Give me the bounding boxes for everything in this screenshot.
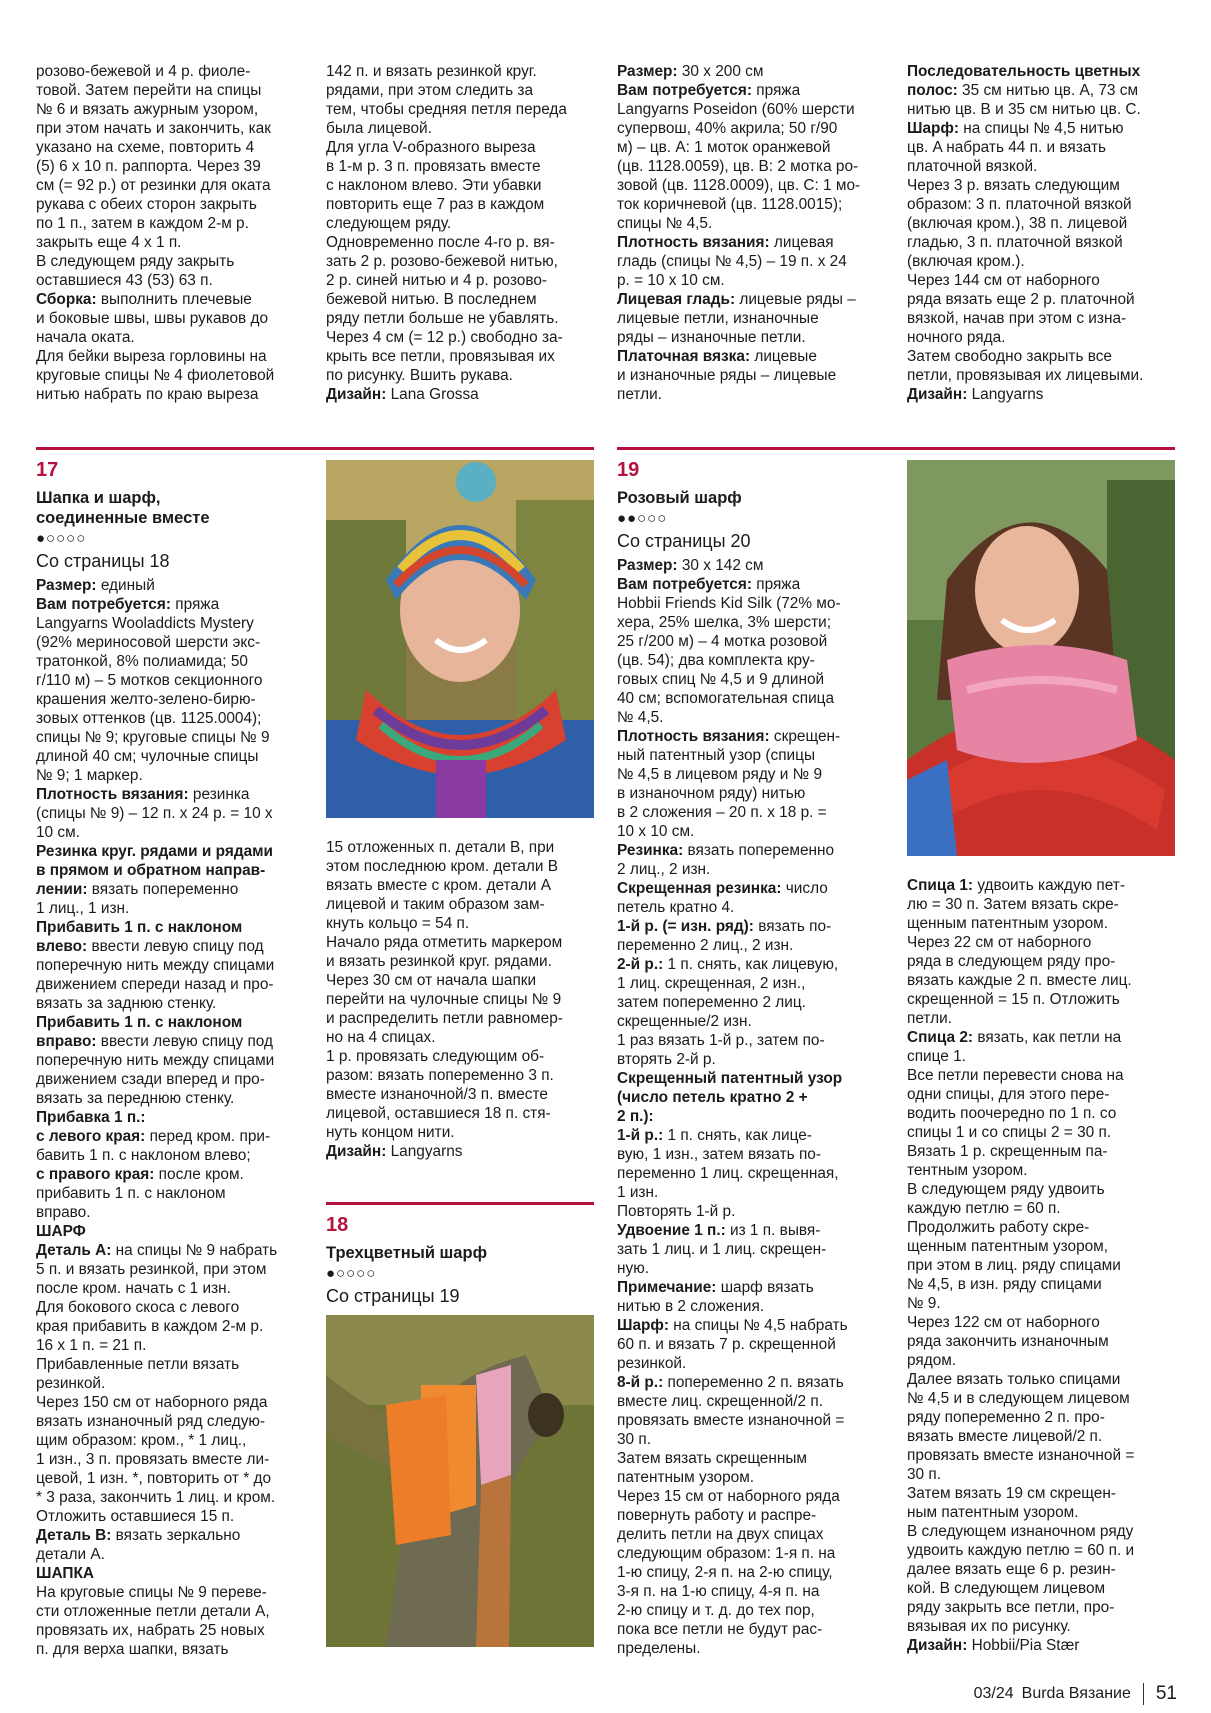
- paragraph: [36, 1526, 304, 1564]
- paragraph-text: вязать по- переменно 2 лиц., 2 изн.: [617, 918, 832, 954]
- top-column-3: [617, 62, 885, 404]
- paragraph-text: 30 х 200 см: [677, 63, 764, 80]
- paragraph: [617, 917, 885, 955]
- paragraph: [36, 1013, 304, 1108]
- top-column-1: [36, 62, 304, 404]
- paragraph: [36, 1165, 304, 1222]
- section-18-header-column: [326, 1205, 594, 1311]
- paragraph-text: вязать, как петли на спице 1. Все петли перевести снова на одни спицы, для этого пере- водить поочередно по 1 п. со спицы 1 и со спицы 2 = 30 п. Вязать 1 р. скрещенным па- тентным узором. В следующем ряду удвоить каждую петлю = 60 п. Продолжить работу скре- щенным патентным узором, при этом в лиц. ряду спицами № 4,5, в изн. ряду спицами № 9. Через 122 см от наборного ряда закончить изнаночным рядом. Далее вязать только спицами № 4,5 и в следующем лицевом ряду попеременно 2 п. про- вязать вместе лицевой/2 п. провязать вместе изнаночной = 30 п. Затем вязать 19 см скрещен- ным патентным узором. В следующем изнаночном ряду удвоить каждую петлю = 60 п. и далее вязать еще 6 р. резин- кой. В следующем лицевом ряду закрыть все петли, про- вязывая их по рисунку.: [907, 1029, 1135, 1635]
- paragraph: [326, 62, 594, 385]
- paragraph-text: на спицы № 9 набрать 5 п. и вязать резинкой, при этом после кром. начать с 1 изн. Для бокового скоса с левого края прибавить в каждом 2-м р. 16 х 1 п. = 21 п. Прибавленные петли вязать резинкой. Через 150 см от наборного ряда вязать изнаночный ряд следую- щим образом: кром., * 1 лиц., 1 изн., 3 п. провязать вместе ли- цевой, 1 изн. *, повторить от * до * 3 раза, закончить 1 лиц. и кром. Отложить оставшиеся 15 п.: [36, 1242, 278, 1525]
- paragraph-heading: Деталь B:: [36, 1527, 112, 1544]
- section-number: 17: [36, 459, 59, 481]
- paragraph-text: после кром. прибавить 1 п. с наклоном вправо.: [36, 1166, 244, 1221]
- paragraph: [36, 290, 304, 404]
- top-column-4: [907, 62, 1175, 404]
- paragraph-text: 1 п. снять, как лицевую, 1 лиц. скрещенная, 2 изн., затем попеременно 2 лиц. скрещенные/2 изн. 1 раз вязать 1-й р., затем по- вторять 2-й р.: [617, 956, 839, 1068]
- section-19-header: [617, 458, 885, 553]
- paragraph-text: из 1 п. вывя- зать 1 лиц. и 1 лиц. скрещен- ную.: [617, 1222, 827, 1277]
- page-footer: [974, 1683, 1177, 1705]
- paragraph: [36, 1222, 304, 1241]
- paragraph-text: число петель кратно 4.: [617, 880, 828, 916]
- paragraph-heading: с правого края:: [36, 1166, 155, 1183]
- paragraph: [907, 119, 1175, 385]
- paragraph-text: резинка (спицы № 9) – 12 п. х 24 р. = 10 х 10 см.: [36, 786, 273, 841]
- paragraph: [617, 955, 885, 1069]
- paragraph-heading: Плотность вязания:: [36, 786, 189, 803]
- difficulty-dots: ●●○○○: [617, 510, 668, 527]
- paragraph-heading: Плотность вязания:: [617, 234, 770, 251]
- paragraph: [36, 62, 304, 290]
- paragraph: [617, 1126, 885, 1221]
- magazine-name: Burda Вязание: [1021, 1685, 1131, 1702]
- section-title: Шапка и шарф, соединенные вместе: [36, 489, 210, 527]
- paragraph: [326, 838, 594, 1142]
- paragraph-heading: Шарф:: [617, 1317, 670, 1334]
- paragraph-text: попеременно 2 п. вязать вместе лиц. скрещенной/2 п. провязать вместе изнаночной = 30 п. Затем вязать скрещенным патентным узором. Через 15 см от наборного ряда повернуть работу и распре- делить петли на двух спицах следующим образом: 1-я п. на 1-ю спицу, 2-я п. на 2-ю спицу, 3-я п. на 1-ю спицу, 4-я п. на 2-ю спицу и т. д. до тех пор, пока все петли не будут рас- пределены.: [617, 1374, 845, 1657]
- paragraph-heading: Платочная вязка:: [617, 348, 751, 365]
- paragraph: [617, 1316, 885, 1373]
- paragraph-heading: Размер:: [617, 63, 678, 80]
- paragraph-heading: Вам потребуется:: [617, 82, 752, 99]
- paragraph: [907, 1636, 1175, 1655]
- paragraph: [617, 841, 885, 879]
- paragraph-text: скрещен- ный патентный узор (спицы № 4,5 в лицевом ряду и № 9 в изнаночном ряду) нитью в 2 сложения – 20 п. х 18 р. = 10 х 10 см.: [617, 728, 841, 840]
- paragraph-heading: Прибавка 1 п.:: [36, 1109, 146, 1126]
- section-18-header: [326, 1213, 594, 1308]
- from-page: Со страницы 18: [36, 551, 170, 571]
- paragraph-heading: Вам потребуется:: [617, 576, 752, 593]
- paragraph-heading: ШАРФ: [36, 1223, 86, 1240]
- paragraph: [617, 1221, 885, 1278]
- paragraph-heading: Шарф:: [907, 120, 960, 137]
- from-page: Со страницы 20: [617, 531, 751, 551]
- from-page: Со страницы 19: [326, 1286, 460, 1306]
- paragraph-heading: Удвоение 1 п.:: [617, 1222, 726, 1239]
- paragraph-heading: Резинка:: [617, 842, 684, 859]
- paragraph-heading: Дизайн:: [907, 386, 968, 403]
- paragraph-heading: Примечание:: [617, 1279, 717, 1296]
- paragraph-heading: Последовательность цветных полос:: [907, 63, 1141, 99]
- paragraph-heading: Спица 2:: [907, 1029, 974, 1046]
- paragraph-text: На круговые спицы № 9 переве- сти отложенные петли детали A, провязать их, набрать 25 новых п. для верха шапки, вязать: [36, 1584, 270, 1658]
- section-19-column-2: [907, 876, 1175, 1655]
- paragraph: [617, 1373, 885, 1658]
- paragraph: [36, 1241, 304, 1526]
- paragraph-text: 15 отложенных п. детали B, при этом последнюю кром. детали B вязать вместе с кром. детали A лицевой и таким образом зам- кнуть кольцо = 54 п. Начало ряда отметить маркером и вязать резинкой круг. рядами. Через 30 см от начала шапки перейти на чулочные спицы № 9 и распределить петли равномер- но на 4 спицах. 1 р. провязать следующим об- разом: вязать попеременно 3 п. вместе изнаночной/3 п. вместе лицевой, оставшиеся 18 п. стя- нуть концом нити.: [326, 839, 563, 1141]
- paragraph: [326, 385, 594, 404]
- paragraph-text: пряжа Langyarns Wooladdicts Mystery (92% мериносовой шерсти экс- тратонкой, 8% полиамида; 50 г/110 м) – 5 мотков секционного крашения желто-зелено-бирю- зовых оттенков (цв. 1125.0004); спицы № 9; круговые спицы № 9 длиной 40 см; чулочные спицы № 9; 1 маркер.: [36, 596, 270, 784]
- paragraph: [907, 385, 1175, 404]
- paragraph-heading: Деталь A:: [36, 1242, 112, 1259]
- paragraph: [617, 347, 885, 404]
- page-number: 51: [1155, 1683, 1177, 1704]
- paragraph-heading: Размер:: [36, 577, 97, 594]
- paragraph: [617, 62, 885, 81]
- paragraph-text: ввести левую спицу под поперечную нить между спицами движением сзади вперед и про- вязать за переднюю стенку.: [36, 1033, 275, 1107]
- paragraph-text: 142 п. и вязать резинкой круг. рядами, при этом следить за тем, чтобы средняя петля переда была лицевой. Для угла V-образного выреза в 1-м р. 3 п. провязать вместе с наклоном влево. Эти убавки повторить еще 7 раз в каждом следующем ряду. Одновременно после 4-го р. вя- зать 2 р. розово-бежевой нитью, 2 р. синей нитью и 4 р. розово- бежевой нитью. В последнем ряду петли больше не убавлять. Через 4 см (= 12 р.) свободно за- крыть все петли, провязывая их по рисунку. Вшить рукава.: [326, 63, 567, 384]
- section-17-column: [36, 450, 304, 1659]
- paragraph-heading: с левого края:: [36, 1128, 146, 1145]
- paragraph-heading: Прибавить 1 п. с наклоном влево:: [36, 919, 243, 955]
- paragraph-text: удвоить каждую пет- лю = 30 п. Затем вязать скре- щенным патентным узором. Через 22 см от наборного ряда в следующем ряду про- вязать каждые 2 п. вместе лиц. скрещенной = 15 п. Отложить петли.: [907, 877, 1132, 1027]
- paragraph-heading: Скрещенный патентный узор (число петель кратно 2 + 2 п.):: [617, 1070, 843, 1125]
- paragraph: [617, 81, 885, 233]
- section-19-body: [617, 556, 885, 1658]
- difficulty-dots: ●○○○○: [326, 1265, 377, 1282]
- section-17-header: [36, 458, 304, 573]
- paragraph-heading: 1-й р. (= изн. ряд):: [617, 918, 754, 935]
- paragraph: [36, 1108, 304, 1127]
- section-number: 19: [617, 459, 640, 481]
- paragraph-text: розово-бежевой и 4 р. фиоле- товой. Затем перейти на спицы № 6 и вязать ажурным узором, при этом начать и закончить, как указано на схеме, повторить 4 (5) 6 х 10 п. раппорта. Через 39 см (= 92 р.) от резинки для оката рукава с обеих сторон закрыть по 1 п., затем в каждом 2-м р. закрыть еще 4 х 1 п. В следующем ряду закрыть оставшиеся 43 (53) 63 п.: [36, 63, 271, 289]
- paragraph-text: пряжа Langyarns Poseidon (60% шерсти супервош, 40% акрила; 50 г/90 м) – цв. A: 1 моток оранжевой (цв. 1128.0059), цв. B: 2 мотка ро- зовой (цв. 1128.0009), цв. C: 1 мо- ток коричневой (цв. 1128.0015); спицы № 4,5.: [617, 82, 861, 232]
- footer-divider: [1143, 1683, 1144, 1705]
- paragraph: [36, 595, 304, 785]
- paragraph-heading: 8-й р.:: [617, 1374, 664, 1391]
- paragraph-heading: Плотность вязания:: [617, 728, 770, 745]
- paragraph: [617, 1278, 885, 1316]
- difficulty-dots: ●○○○○: [36, 530, 87, 547]
- paragraph: [617, 879, 885, 917]
- paragraph-heading: Прибавить 1 п. с наклоном вправо:: [36, 1014, 243, 1050]
- paragraph-text: 35 см нитью цв. A, 73 см нитью цв. B и 35 см нитью цв. C.: [907, 82, 1141, 118]
- photo-pink-scarf: [907, 460, 1175, 856]
- section-title: Розовый шарф: [617, 489, 742, 507]
- paragraph-heading: Лицевая гладь:: [617, 291, 736, 308]
- paragraph-heading: Вам потребуется:: [36, 596, 171, 613]
- paragraph: [617, 727, 885, 841]
- paragraph: [907, 1028, 1175, 1636]
- paragraph-text: лицевые и изнаночные ряды – лицевые петли.: [617, 348, 837, 403]
- paragraph-text: на спицы № 4,5 набрать 60 п. и вязать 7 р. скрещенной резинкой.: [617, 1317, 848, 1372]
- paragraph: [36, 918, 304, 1013]
- paragraph-heading: Сборка:: [36, 291, 97, 308]
- paragraph-text: лицевые ряды – лицевые петли, изнаночные ряды – изнаночные петли.: [617, 291, 856, 346]
- section-19-column: [617, 450, 885, 1658]
- paragraph-text: перед кром. при- бавить 1 п. с наклоном влево;: [36, 1128, 271, 1164]
- paragraph-heading: Дизайн:: [326, 1143, 387, 1160]
- paragraph: [36, 842, 304, 918]
- paragraph-text: вязать попеременно 1 лиц., 1 изн.: [36, 881, 239, 917]
- paragraph: [617, 556, 885, 575]
- paragraph-text: Hobbii/Pia Stær: [967, 1637, 1080, 1654]
- paragraph-heading: Скрещенная резинка:: [617, 880, 782, 897]
- paragraph-text: вязать попеременно 2 лиц., 2 изн.: [617, 842, 835, 878]
- section-number: 18: [326, 1214, 349, 1236]
- paragraph-heading: Дизайн:: [326, 386, 387, 403]
- paragraph-heading: Размер:: [617, 557, 678, 574]
- paragraph-text: Langyarns: [967, 386, 1044, 403]
- paragraph-text: лицевая гладь (спицы № 4,5) – 19 п. х 24 р. = 10 х 10 см.: [617, 234, 847, 289]
- paragraph: [907, 62, 1175, 119]
- paragraph-text: вязать зеркально детали A.: [36, 1527, 241, 1563]
- paragraph-heading: 2-й р.:: [617, 956, 664, 973]
- paragraph-heading: ШАПКА: [36, 1565, 94, 1582]
- paragraph-heading: Дизайн:: [907, 1637, 968, 1654]
- paragraph: [617, 233, 885, 290]
- paragraph-heading: 1-й р.:: [617, 1127, 664, 1144]
- paragraph-text: пряжа Hobbii Friends Kid Silk (72% мо- хера, 25% шелка, 3% шерсти; 25 г/200 м) – 4 мотка розовой (цв. 54); два комплекта кру- говых спиц № 4,5 и 9 длиной 40 см; вспомогательная спица № 4,5.: [617, 576, 841, 726]
- paragraph: [617, 575, 885, 727]
- paragraph: [617, 290, 885, 347]
- paragraph-heading: Спица 1:: [907, 877, 974, 894]
- paragraph: [326, 1142, 594, 1161]
- paragraph: [617, 1069, 885, 1126]
- paragraph: [36, 1564, 304, 1583]
- paragraph: [907, 876, 1175, 1028]
- paragraph-text: на спицы № 4,5 нитью цв. A набрать 44 п. и вязать платочной вязкой. Через 3 р. вязать следующим образом: 3 п. платочной вязкой (включая кром.), 38 п. лицевой гладью, 3 п. платочной вязкой (включая кром.). Через 144 см от наборного ряда вязать еще 2 р. платочной вязкой, начав при этом с изна- ночного ряда. Затем свободно закрыть все петли, провязывая их лицевыми.: [907, 120, 1144, 384]
- paragraph-text: ввести левую спицу под поперечную нить между спицами движением спереди назад и про- вязать за заднюю стенку.: [36, 938, 275, 1012]
- photo-hat-and-scarf: [326, 460, 594, 818]
- paragraph: [36, 785, 304, 842]
- paragraph-heading: Резинка круг. рядами и рядами в прямом и обратном направ- лении:: [36, 843, 273, 898]
- section-title: Трехцветный шарф: [326, 1244, 488, 1262]
- issue-number: 03/24: [973, 1685, 1014, 1702]
- paragraph-text: Lana Grossa: [386, 386, 479, 403]
- paragraph-text: шарф вязать нитью в 2 сложения.: [617, 1279, 814, 1315]
- photo-tricolor-scarf: [326, 1315, 594, 1647]
- paragraph: [36, 576, 304, 595]
- paragraph: [36, 1127, 304, 1165]
- section-17-body: [36, 576, 304, 1659]
- paragraph-text: 1 п. снять, как лице- вую, 1 изн., затем вязать по- переменно 1 лиц. скрещенная, 1 изн. Повторять 1-й р.: [617, 1127, 839, 1220]
- paragraph-text: единый: [96, 577, 155, 594]
- paragraph-text: выполнить плечевые и боковые швы, швы рукавов до начала оката. Для бейки выреза горловины на круговые спицы № 4 фиолетовой нитью набрать по краю выреза: [36, 291, 275, 403]
- paragraph: [36, 1583, 304, 1659]
- section-17-column-2: [326, 838, 594, 1161]
- paragraph-text: Langyarns: [386, 1143, 463, 1160]
- paragraph-text: 30 х 142 см: [677, 557, 764, 574]
- top-column-2: [326, 62, 594, 404]
